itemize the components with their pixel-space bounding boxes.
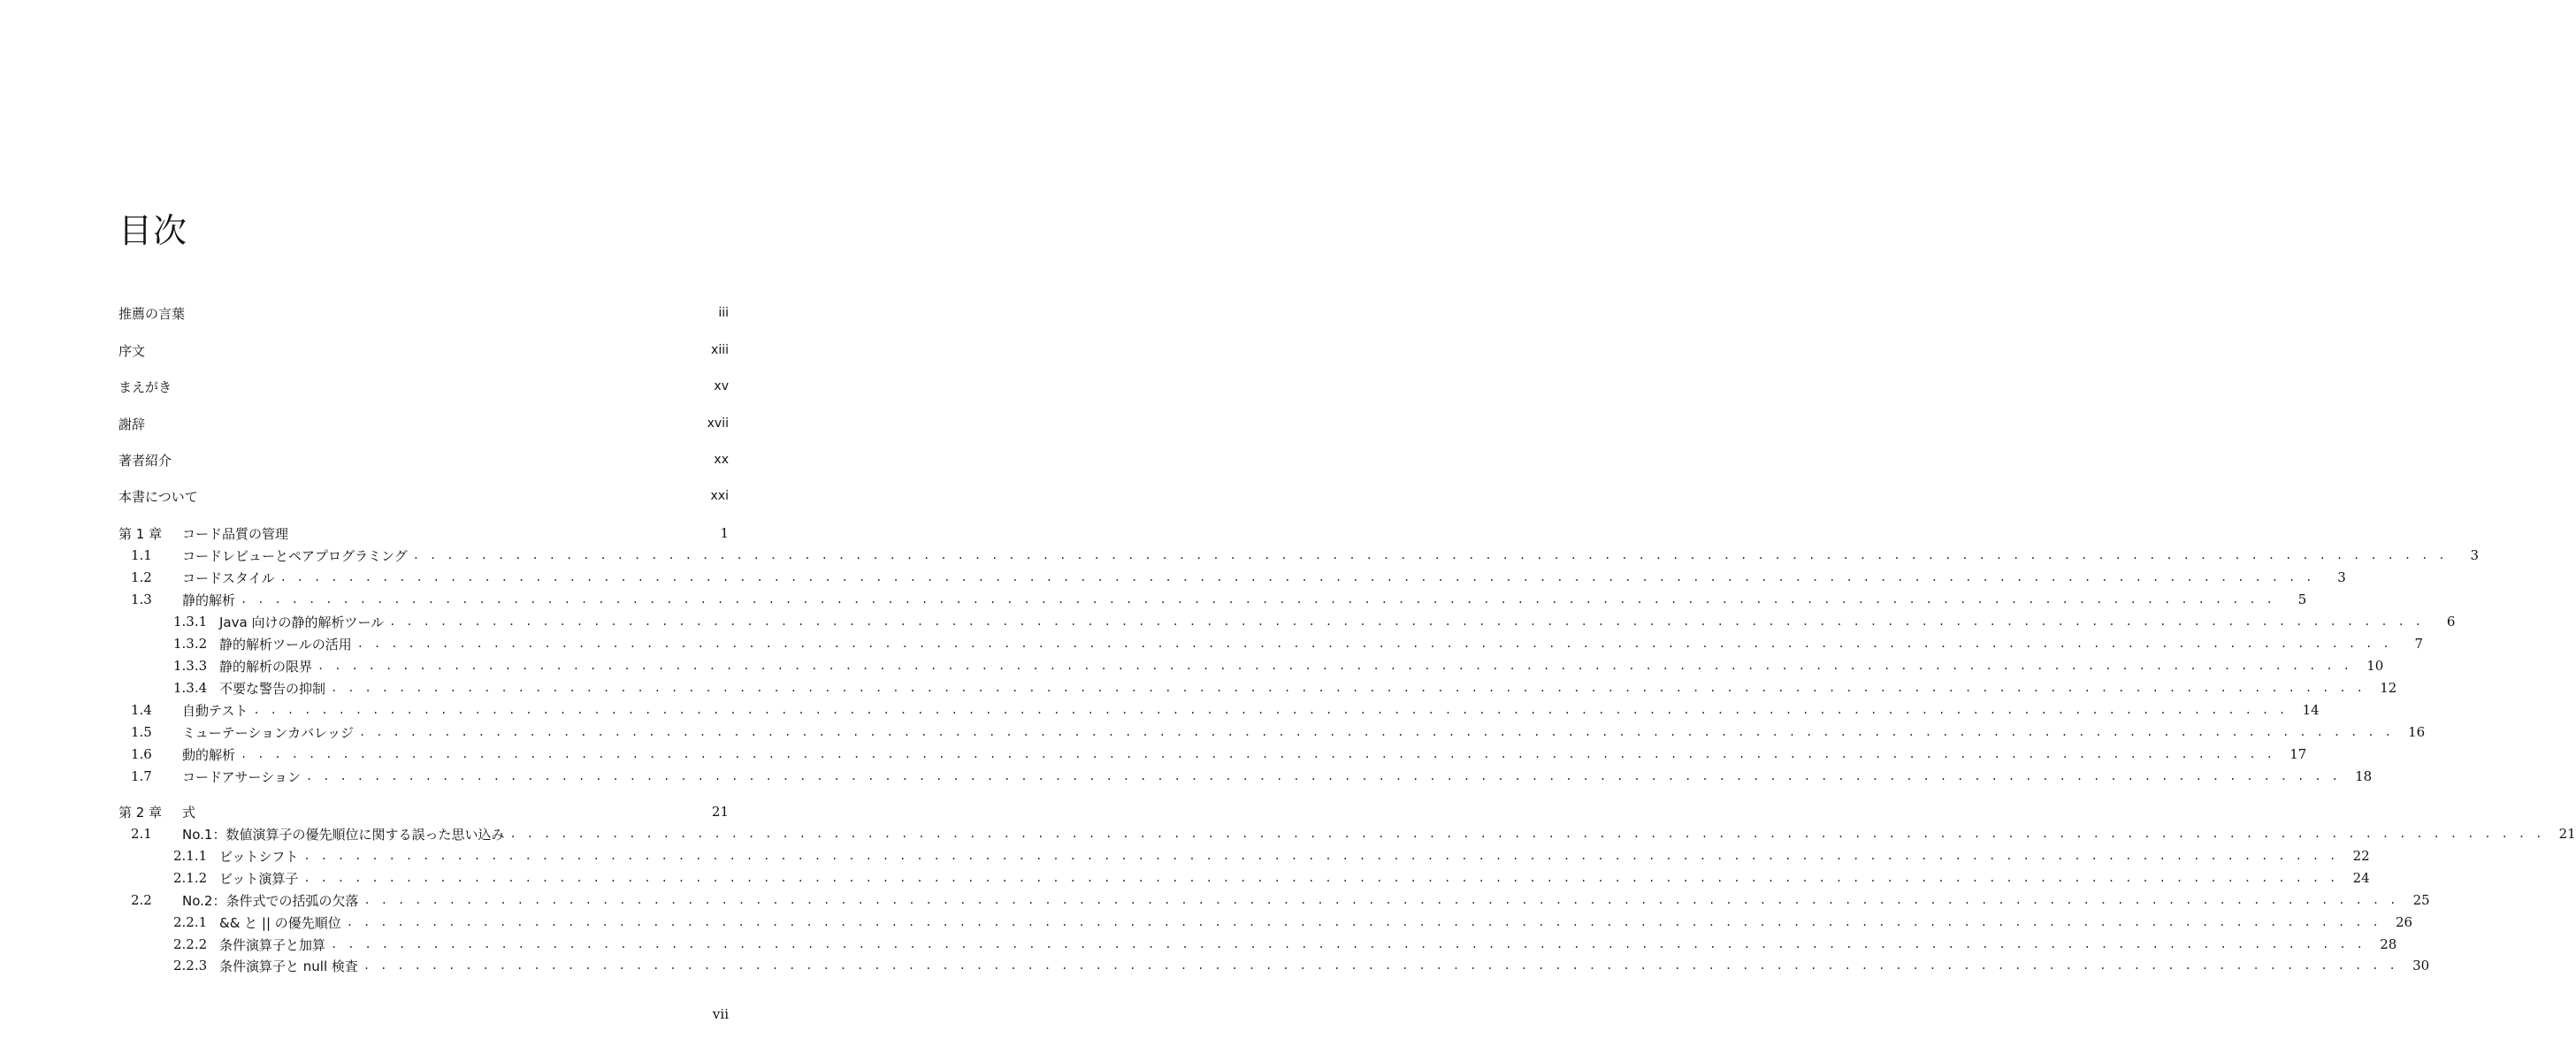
- toc-leader-dots: . . . . . . . . . . . . . . . . . . . . . . . . . . . . . . . . . . . . . . . . . . . . . . . . . . . . . . . . . . . . . . . . . . . . . . . . . . . . . . . . . . . . . . . . . . . . . . . . . . . . . . . . . . . . . . . . . . . . . . . .: [331, 682, 2366, 694]
- toc-entry-title: 静的解析の限界: [219, 658, 313, 675]
- toc-leader-dots: . . . . . . . . . . . . . . . . . . . . . . . . . . . . . . . . . . . . . . . . . . . . . . . . . . . . . . . . . . . . . . . . . . . . . . . . . . . . . . . . . . . . . . . . . . . . . . . . . . . . . . . . . . . . . . . . . . . . . . . .: [363, 959, 2398, 972]
- toc-entry-title: コード品質の管理: [182, 525, 289, 542]
- toc-entry-page: 3: [2470, 547, 2479, 563]
- toc-section-entry[interactable]: [118, 721, 2426, 743]
- toc-entry-page: xvii: [707, 416, 729, 431]
- toc-section-entry[interactable]: [118, 567, 2346, 588]
- toc-front-entry[interactable]: [118, 485, 729, 507]
- toc-entry-title: 式: [182, 804, 196, 821]
- toc-entry-title: 本書について: [118, 488, 198, 505]
- page-number: vii: [712, 1006, 729, 1022]
- toc-leader-dots: . . . . . . . . . . . . . . . . . . . . . . . . . . . . . . . . . . . . . . . . . . . . . . . . . . . . . . . . . . . . . . . . . . . . . . . . . . . . . . . . . . . . . . . . . . . . . . . . . . . . . . . . . . . . . . . . . . . . . . . .: [241, 748, 2275, 760]
- toc-subsection-number: 2.1.2: [173, 870, 208, 886]
- toc-leader-dots: . . . . . . . . . . . . . . . . . . . . . . . . . . . . . . . . . . . . . . . . . . . . . . . . . . . . . . . . . . . . . . . . . . . . . . . . . . . . . . . . . . . . . . . . . . . . . . . . . . . . . . . . . . . . . . . . . . . . . . . .: [241, 593, 2275, 606]
- toc-entry-title: 自動テスト: [182, 702, 248, 719]
- toc-section-entry[interactable]: [118, 699, 2320, 721]
- toc-leader-dots: . . . . . . . . . . . . . . . . . . . . . . . . . . . . . . . . . . . . . . . . . . . . . . . . . . . . . . . . . . . . . . . . . . . . . . . . . . . . . . . . . . . . . . . . . . . . . . . . . . . . . . . . . . . . . . . . . . . . . . . .: [509, 828, 2544, 840]
- toc-leader-dots: . . . . . . . . . . . . . . . . . . . . . . . . . . . . . . . . . . . . . . . . . . . . . . . . . . . . . . . . . . . . . . . . . . . . . . . . . . . . . . . . . . . . . . . . . . . . . . . . . . . . . . . . . . . . . . . . . . . . . . . .: [303, 850, 2338, 862]
- toc-section-number: 1.7: [131, 768, 152, 784]
- toc-section-number: 1.4: [131, 702, 152, 718]
- toc-entry-title: Java 向けの静的解析ツール: [219, 614, 385, 630]
- toc-entry-page: 1: [720, 525, 729, 541]
- toc-subsection-number: 2.2.1: [173, 914, 208, 930]
- toc-entry-title: 動的解析: [182, 746, 236, 763]
- toc-subsection-number: 1.3.2: [173, 636, 208, 652]
- toc-section-number: 1.2: [131, 569, 152, 585]
- toc-entry-page: 5: [2297, 592, 2307, 607]
- toc-subsection-number: 2.1.1: [173, 848, 208, 864]
- toc-subsection-entry[interactable]: [118, 845, 2370, 866]
- toc-entry-page: 7: [2414, 636, 2423, 652]
- toc-entry-title: 静的解析: [182, 592, 236, 608]
- toc-entry-page: 10: [2366, 658, 2384, 674]
- toc-front-entry[interactable]: [118, 376, 729, 397]
- toc-section-number: 1.6: [131, 746, 152, 762]
- toc-section-number: 2.1: [131, 826, 152, 842]
- toc-leader-dots: . . . . . . . . . . . . . . . . . . . . . . . . . . . . . . . . . . . . . . . . . . . . . . . . . . . . . . . . . . . . . . . . . . . . . . . . . . . . . . . . . . . . . . . . . . . . . . . . . . . . . . . . . . . . . . . . . . . . . . . .: [346, 916, 2381, 928]
- toc-entry-title: No.2：条件式での括弧の欠落: [182, 892, 359, 909]
- toc-subsection-entry[interactable]: [118, 934, 2397, 955]
- toc-front-entry[interactable]: [118, 302, 729, 324]
- toc-entry-page: 24: [2352, 870, 2370, 886]
- toc-subsection-entry[interactable]: [118, 867, 2370, 889]
- toc-subsection-entry[interactable]: [118, 633, 2423, 654]
- toc-subsection-number: 2.2.2: [173, 936, 208, 952]
- toc-section-entry[interactable]: [118, 744, 2307, 765]
- toc-leader-dots: . . . . . . . . . . . . . . . . . . . . . . . . . . . . . . . . . . . . . . . . . . . . . . . . . . . . . . . . . . . . . . . . . . . . . . . . . . . . . . . . . . . . . . . . . . . . . . . . . . . . . . . . . . . . . . . . . . . . . . . .: [358, 726, 2394, 738]
- toc-leader-dots: . . . . . . . . . . . . . . . . . . . . . . . . . . . . . . . . . . . . . . . . . . . . . . . . . . . . . . . . . . . . . . . . . . . . . . . . . . . . . . . . . . . . . . . . . . . . . . . . . . . . . . . . . . . . . . . . . . . . . . . .: [305, 770, 2341, 782]
- toc-section-number: 1.1: [131, 547, 152, 563]
- toc-entry-title: ミューテーションカバレッジ: [182, 724, 354, 741]
- toc-chapter-entry[interactable]: [118, 523, 729, 544]
- toc-entry-page: iii: [718, 306, 729, 320]
- toc-subsection-number: 1.3.4: [173, 680, 208, 696]
- toc-entry-title: コードアサーション: [182, 768, 301, 785]
- toc-entry-page: 12: [2380, 680, 2397, 696]
- toc-entry-page: 6: [2446, 614, 2456, 630]
- toc-entry-page: 14: [2302, 702, 2320, 718]
- toc-entry-title: 序文: [118, 342, 146, 359]
- toc-entry-page: 22: [2352, 848, 2370, 864]
- toc-subsection-number: 1.3.1: [173, 614, 208, 630]
- toc-chapter-entry[interactable]: [118, 801, 729, 822]
- toc-subsection-entry[interactable]: [118, 955, 2430, 976]
- toc-leader-dots: . . . . . . . . . . . . . . . . . . . . . . . . . . . . . . . . . . . . . . . . . . . . . . . . . . . . . . . . . . . . . . . . . . . . . . . . . . . . . . . . . . . . . . . . . . . . . . . . . . . . . . . . . . . . . . . . . . . . . . . .: [279, 571, 2314, 584]
- toc-entry-page: 16: [2408, 724, 2426, 740]
- toc-entry-title: No.1：数値演算子の優先順位に関する誤った思い込み: [182, 826, 505, 843]
- toc-entry-page: xx: [714, 453, 729, 467]
- toc-leader-dots: . . . . . . . . . . . . . . . . . . . . . . . . . . . . . . . . . . . . . . . . . . . . . . . . . . . . . . . . . . . . . . . . . . . . . . . . . . . . . . . . . . . . . . . . . . . . . . . . . . . . . . . . . . . . . . . . . . . . . . . .: [253, 704, 2288, 716]
- toc-entry-title: まえがき: [118, 378, 172, 395]
- toc-front-entry[interactable]: [118, 413, 729, 434]
- toc-section-entry[interactable]: [118, 589, 2307, 610]
- toc-entry-page: 28: [2380, 936, 2397, 952]
- toc-entry-page: 30: [2412, 958, 2430, 973]
- toc-subsection-entry[interactable]: [118, 611, 2456, 632]
- toc-section-entry[interactable]: [118, 889, 2430, 911]
- toc-entry-page: 17: [2289, 746, 2307, 762]
- toc-section-number: 1.3: [131, 592, 152, 607]
- toc-leader-dots: . . . . . . . . . . . . . . . . . . . . . . . . . . . . . . . . . . . . . . . . . . . . . . . . . . . . . . . . . . . . . . . . . . . . . . . . . . . . . . . . . . . . . . . . . . . . . . . . . . . . . . . . . . . . . . . . . . . . . . . .: [389, 615, 2424, 628]
- toc-chapter-number: 第 1 章: [118, 525, 163, 542]
- toc-entry-page: xiii: [711, 343, 729, 357]
- toc-section-number: 1.5: [131, 724, 152, 740]
- toc-section-number: 2.2: [131, 892, 152, 908]
- toc-entry-title: コードレビューとペアプログラミング: [182, 547, 408, 564]
- toc-entry-title: && と || の優先順位: [219, 914, 341, 931]
- toc-subsection-number: 1.3.3: [173, 658, 208, 674]
- toc-entry-page: 21: [711, 804, 729, 820]
- toc-subsection-entry[interactable]: [118, 677, 2397, 698]
- toc-subsection-entry[interactable]: [118, 912, 2413, 933]
- toc-entry-page: 25: [2412, 892, 2430, 908]
- toc-entry-page: 21: [2558, 826, 2576, 842]
- toc-chapter-number: 第 2 章: [118, 804, 163, 821]
- toc-front-entry[interactable]: [118, 340, 729, 361]
- page-title: 目次: [118, 211, 188, 250]
- toc-entry-page: 26: [2396, 914, 2413, 930]
- toc-entry-title: コードスタイル: [182, 569, 275, 586]
- toc-entry-title: 著者紹介: [118, 452, 172, 469]
- toc-section-entry[interactable]: [118, 823, 2576, 844]
- toc-subsection-number: 2.2.3: [173, 958, 208, 973]
- toc-leader-dots: . . . . . . . . . . . . . . . . . . . . . . . . . . . . . . . . . . . . . . . . . . . . . . . . . . . . . . . . . . . . . . . . . . . . . . . . . . . . . . . . . . . . . . . . . . . . . . . . . . . . . . . . . . . . . . . . . . . . . . . .: [303, 872, 2338, 884]
- toc-entry-title: ビットシフト: [219, 848, 299, 865]
- toc-entry-title: 不要な警告の抑制: [219, 680, 326, 697]
- toc-front-entry[interactable]: [118, 449, 729, 470]
- toc-entry-title: 条件演算子と null 検査: [219, 958, 358, 974]
- toc-entry-title: ビット演算子: [219, 870, 299, 887]
- toc-entry-title: 条件演算子と加算: [219, 936, 326, 953]
- toc-entry-page: 3: [2337, 569, 2346, 585]
- toc-entry-page: xxi: [710, 489, 729, 503]
- toc-entry-title: 静的解析ツールの活用: [219, 636, 352, 653]
- toc-section-entry[interactable]: [118, 545, 2479, 566]
- toc-leader-dots: . . . . . . . . . . . . . . . . . . . . . . . . . . . . . . . . . . . . . . . . . . . . . . . . . . . . . . . . . . . . . . . . . . . . . . . . . . . . . . . . . . . . . . . . . . . . . . . . . . . . . . . . . . . . . . . . . . . . . . . .: [363, 894, 2398, 906]
- toc-leader-dots: . . . . . . . . . . . . . . . . . . . . . . . . . . . . . . . . . . . . . . . . . . . . . . . . . . . . . . . . . . . . . . . . . . . . . . . . . . . . . . . . . . . . . . . . . . . . . . . . . . . . . . . . . . . . . . . . . . . . . . . .: [317, 660, 2352, 672]
- toc-leader-dots: . . . . . . . . . . . . . . . . . . . . . . . . . . . . . . . . . . . . . . . . . . . . . . . . . . . . . . . . . . . . . . . . . . . . . . . . . . . . . . . . . . . . . . . . . . . . . . . . . . . . . . . . . . . . . . . . . . . . . . . .: [356, 637, 2391, 650]
- toc-subsection-entry[interactable]: [118, 655, 2384, 676]
- toc-entry-page: xv: [714, 379, 729, 393]
- toc-entry-title: 推薦の言葉: [118, 305, 186, 322]
- toc-entry-page: 18: [2355, 768, 2373, 784]
- toc-leader-dots: . . . . . . . . . . . . . . . . . . . . . . . . . . . . . . . . . . . . . . . . . . . . . . . . . . . . . . . . . . . . . . . . . . . . . . . . . . . . . . . . . . . . . . . . . . . . . . . . . . . . . . . . . . . . . . . . . . . . . . . .: [412, 549, 2447, 561]
- toc-entry-title: 謝辞: [118, 416, 146, 432]
- toc-leader-dots: . . . . . . . . . . . . . . . . . . . . . . . . . . . . . . . . . . . . . . . . . . . . . . . . . . . . . . . . . . . . . . . . . . . . . . . . . . . . . . . . . . . . . . . . . . . . . . . . . . . . . . . . . . . . . . . . . . . . . . . .: [331, 938, 2366, 950]
- toc-section-entry[interactable]: [118, 766, 2373, 787]
